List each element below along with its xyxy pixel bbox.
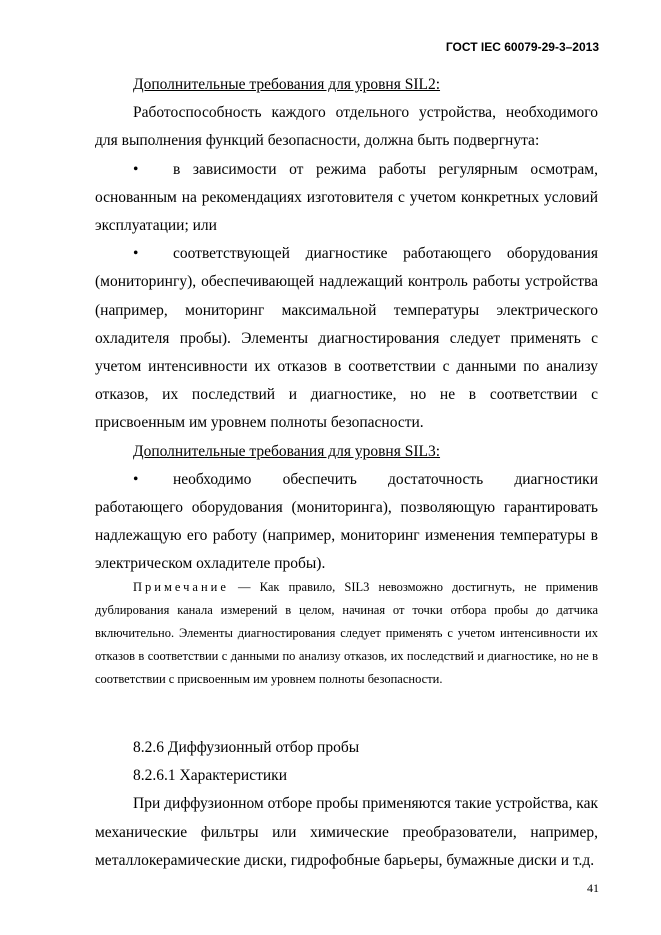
section-title: 8.2.6 Диффузионный отбор пробы (133, 739, 360, 756)
note-label: Примечание (133, 580, 229, 594)
section-8-2-6 (95, 734, 598, 875)
bullet-marker: • (133, 245, 139, 263)
bullet-marker: • (133, 160, 139, 178)
note-text: — Как правило, SIL3 невозможно достигнуть, не применив дублирования канала измерений в целом, начиная от точки отбора пробы до датчика включительно. Элементы диагностирования следует применять с учетом интенсивности их отказов в соответствии с данными по анализу отказов, их последствий и диагностике, но не в соответствии с присвоенным им уровнем полноты безопасности. (95, 580, 599, 686)
note-block (95, 576, 598, 691)
page-number: 41 (587, 881, 599, 895)
sil3-bullet-1: • необходимо обеспечить достаточность диагностики работающего оборудования (мониторинга), позволяющую гарантировать надлежащую его работу (например, мониторинг изменения температуры в электрическом охладителе пробы). (95, 466, 598, 579)
bullet-marker: • (133, 470, 139, 488)
sil2-heading: Дополнительные требования для уровня SIL2: (133, 76, 441, 93)
sil3-heading: Дополнительные требования для уровня SIL3: (133, 442, 441, 460)
standard-header: ГОСТ IEC 60079-29-3–2013 (445, 40, 599, 54)
sil2-intro: Работоспособность каждого отдельного устройства, необходимого для выполнения функций безопасности, должна быть подвергнута: (95, 104, 598, 150)
section-text: При диффузионном отборе пробы применяются такие устройства, как механические фильтры или химические преобразователи, например, металлокерамические диски, гидрофобные барьеры, бумажные диски и т.д. (95, 795, 598, 869)
section-subtitle: 8.2.6.1 Характеристики (133, 767, 288, 785)
sil2-bullet-1: • в зависимости от режима работы регулярным осмотрам, основанным на рекомендациях изготовителя с учетом конкретных условий эксплуатации; или (95, 156, 598, 241)
sil2-bullet-2: • соответствующей диагностике работающего оборудования (мониторингу), обеспечивающей надлежащий контроль работы устройства (например, мониторинг максимальной температуры электрического охладителя пробы). Элементы диагностирования следует применять с учетом интенсивности их отказов в соответствии с данными по анализу отказов, их последствий и диагностике, но не в соответствии с присвоенным им уровнем полноты безопасности. (95, 240, 598, 437)
main-text (95, 71, 598, 579)
